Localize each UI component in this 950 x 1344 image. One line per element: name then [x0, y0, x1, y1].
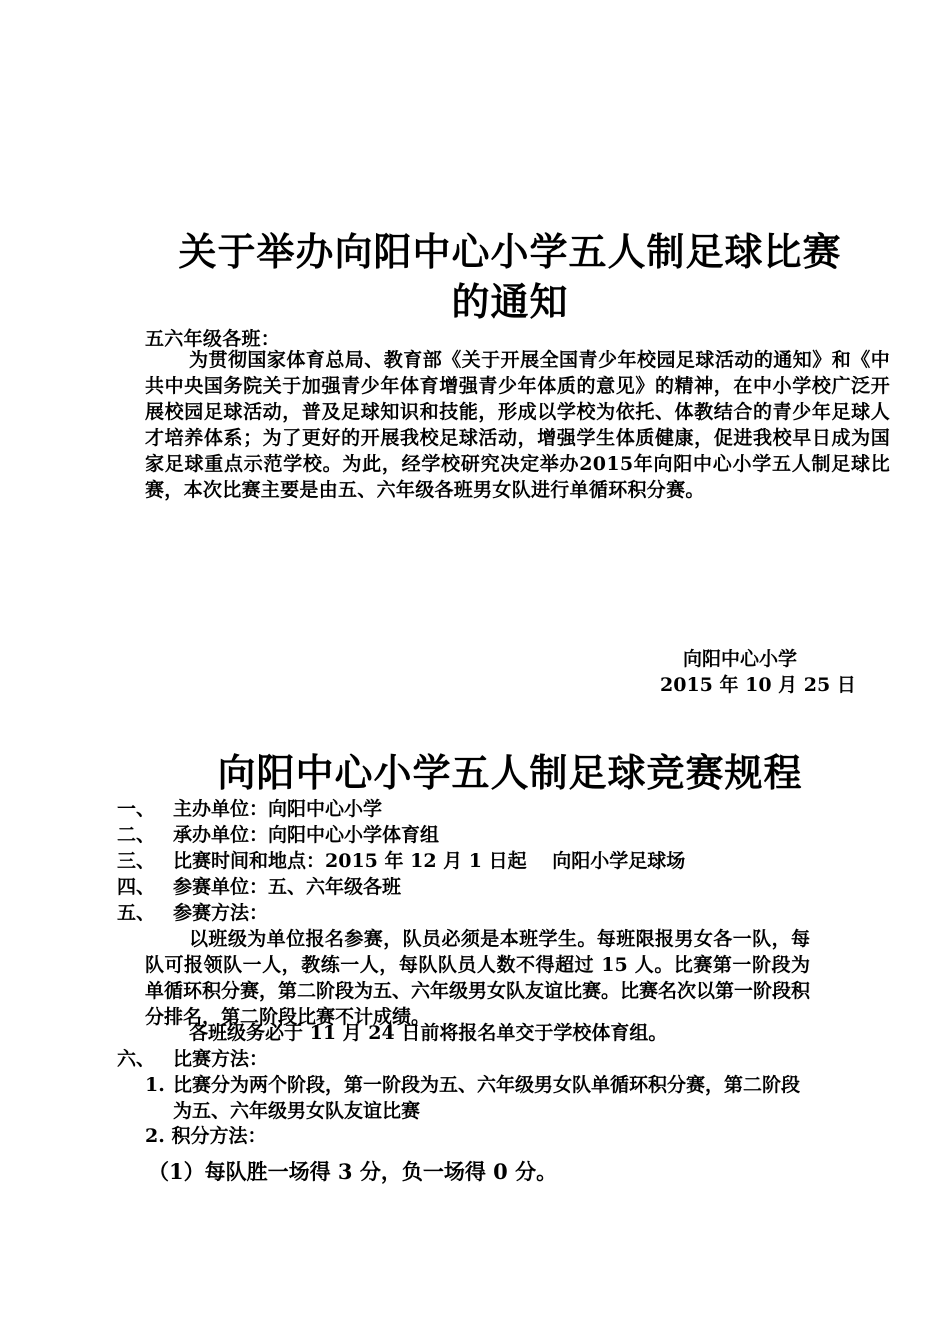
rule-item [117, 874, 837, 900]
rule-item [117, 796, 837, 822]
rule-text: 比赛方法： [173, 1048, 269, 1070]
signature-date: 2015 年 10 月 25 日 [660, 674, 856, 696]
rule-number: 三、 [117, 850, 156, 872]
rule-text: 主办单位：向阳中心小学 [173, 798, 383, 820]
rule-number: 二、 [117, 824, 156, 846]
sub-item-2: 2. 积分方法： [145, 1125, 267, 1147]
sub-item-1 [145, 1072, 815, 1124]
notice-title-line1: 关于举办向阳中心小学五人制足球比赛 [178, 229, 842, 274]
registration-deadline: 各班级务必于 11 月 24 日前将报名单交于学校体育组。 [189, 1022, 668, 1044]
rule-item [117, 900, 837, 926]
rule-number: 四、 [117, 876, 156, 898]
entry-method-paragraph: 以班级为单位报名参赛，队员必须是本班学生。每班限报男女各一队，每队可报领队一人，教练一人，每队队员人数不得超过 15 人。比赛第一阶段为单循环积分赛，第二阶段为五、六年级男女队友谊比赛。比赛名次以第一阶段积分排名，第二阶段比赛不计成绩。 [145, 928, 811, 1028]
rules-list [117, 796, 837, 926]
sub-text: 比赛分为两个阶段，第一阶段为五、六年级男女队单循环积分赛，第二阶段为五、六年级男女队友谊比赛 [173, 1074, 801, 1122]
rule-item [117, 848, 837, 874]
rules-title: 向阳中心小学五人制足球竞赛规程 [217, 750, 803, 795]
signature-org: 向阳中心小学 [683, 648, 798, 670]
rule-text: 比赛时间和地点：2015 年 12 月 1 日起 向阳小学足球场 [173, 850, 686, 872]
rule-number: 六、 [117, 1048, 156, 1070]
notice-title-line2: 的通知 [451, 279, 569, 324]
rule-text: 承办单位：向阳中心小学体育组 [173, 824, 440, 846]
scoring-rule: （1）每队胜一场得 3 分，负一场得 0 分。 [148, 1159, 558, 1184]
sub-number: 1. [145, 1074, 165, 1096]
notice-body: 为贯彻国家体育总局、教育部《关于开展全国青少年校园足球活动的通知》和《中共中央国务院关于加强青少年体育增强青少年体质的意见》的精神，在中小学校广泛开展校园足球活动，普及足球知识和技能，形成以学校为依托、体教结合的青少年足球人才培养体系；为了更好的开展我校足球活动，增强学生体质健康，促进我校早日成为国家足球重点示范学校。为此，经学校研究决定举办2015年向阳中心小学五人制足球比赛，本次比赛主要是由五、六年级各班男女队进行单循环积分赛。 [145, 349, 890, 501]
rule-text: 参赛单位：五、六年级各班 [173, 876, 402, 898]
rule-item [117, 822, 837, 848]
notice-salutation: 五六年级各班： [145, 328, 281, 350]
rule-text: 参赛方法： [173, 902, 269, 924]
rule-item-6 [117, 1046, 268, 1072]
rule-number: 五、 [117, 902, 156, 924]
rule-number: 一、 [117, 798, 156, 820]
